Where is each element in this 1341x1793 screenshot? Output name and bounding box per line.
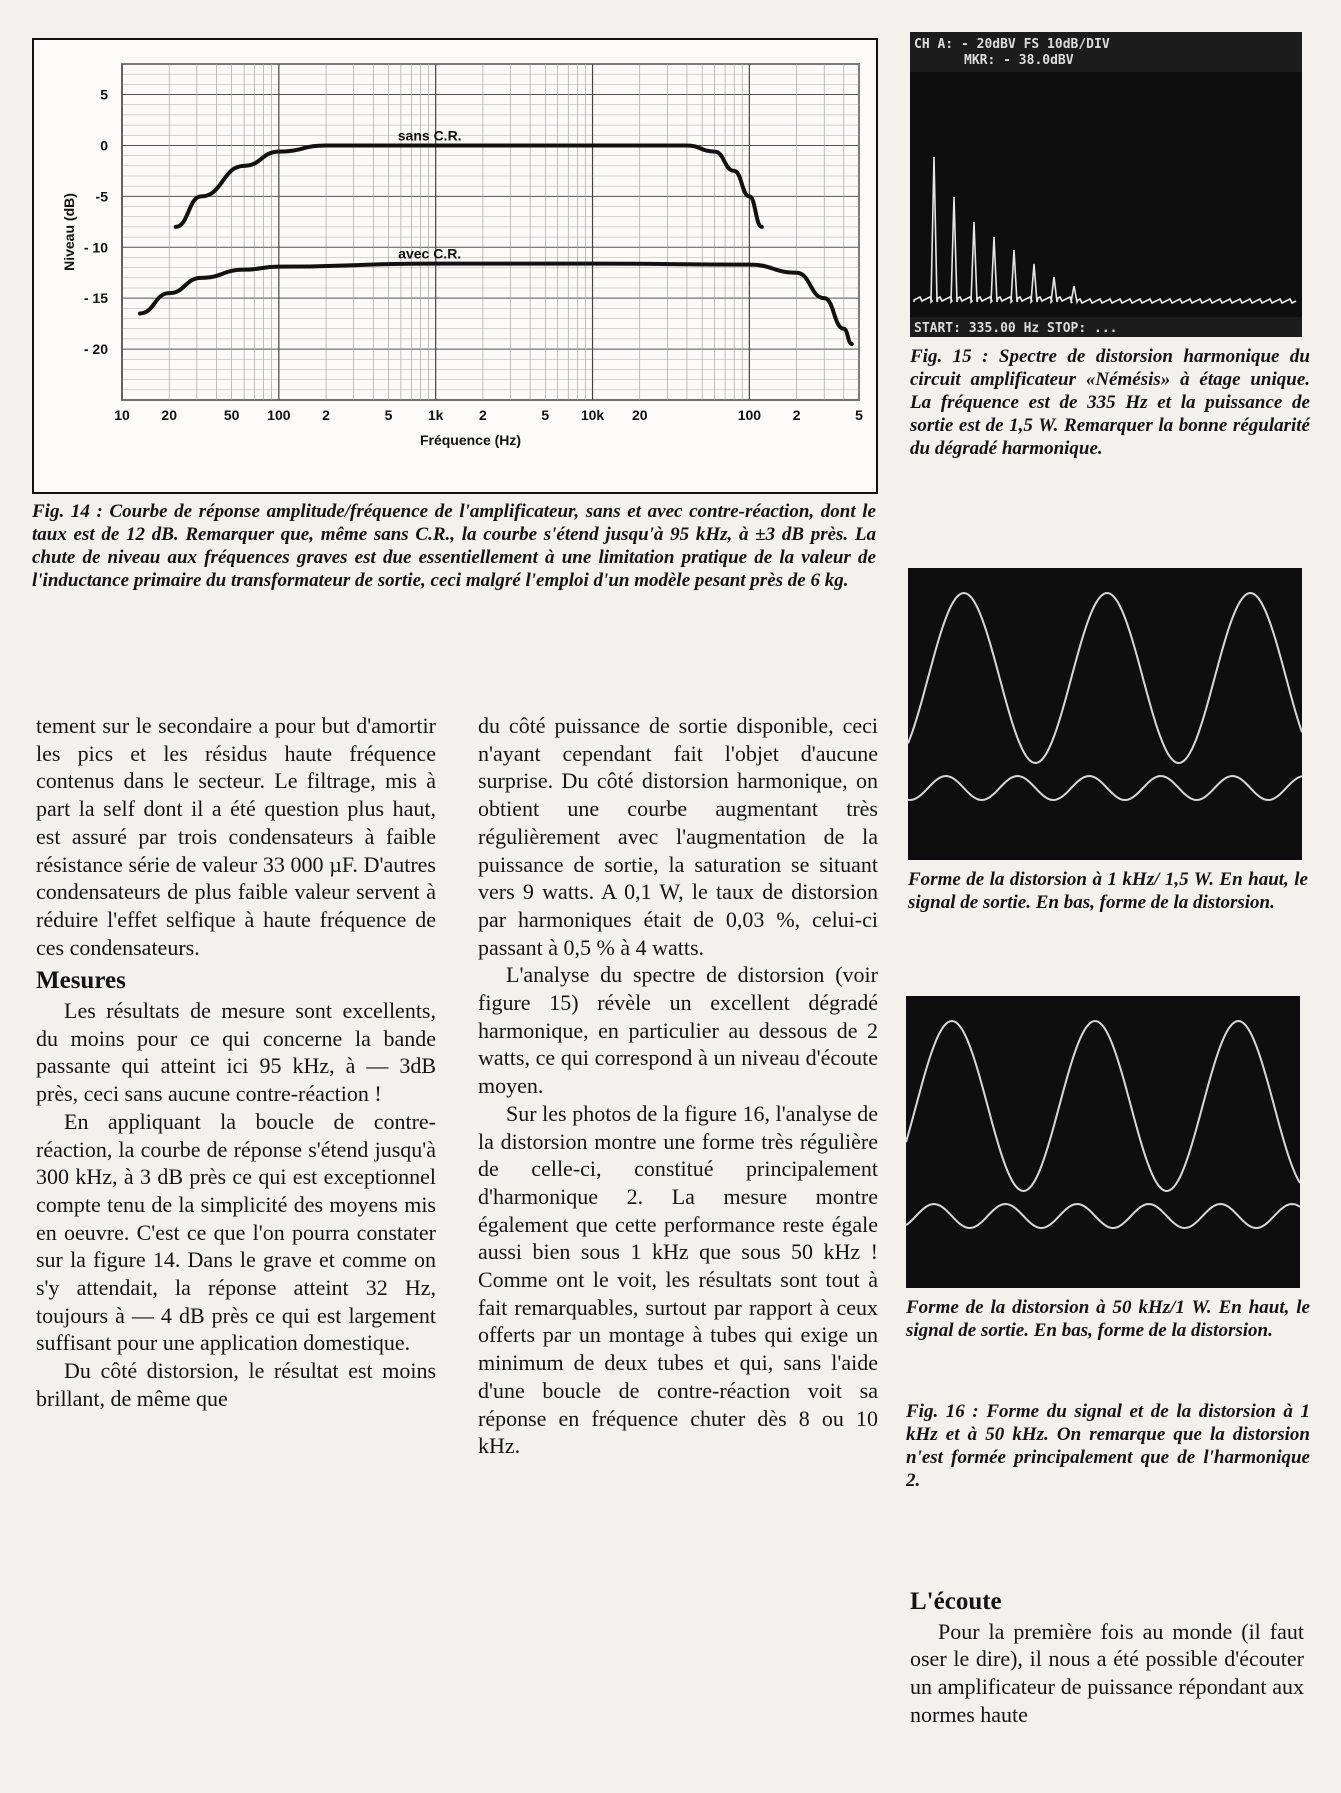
- fig15-caption: Fig. 15 : Spectre de distorsion harmonique du circuit amplificateur «Némésis» à étage unique. La fréquence est de 335 Hz et la puissance de sortie est de 1,5 W. Remarquer la bonne régularité du dégradé harmonique.: [910, 346, 1310, 459]
- x-tick-label: 100: [267, 407, 291, 423]
- photo1-caption: Forme de la distorsion à 1 kHz/ 1,5 W. En haut, le signal de sortie. En bas, forme de la distorsion.: [908, 869, 1308, 913]
- x-tick-label: 10k: [580, 407, 605, 423]
- waveform-50khz: [906, 996, 1300, 1288]
- fig14-chart: [32, 38, 878, 494]
- distortion-trace: [906, 1204, 1300, 1228]
- fig14-caption-text: Fig. 14 : Courbe de réponse amplitude/fréquence de l'amplificateur, sans et avec contre-réaction, dont le taux est de 12 dB. Remarquer que, même sans C.R., la courbe s'étend jusqu'à 95 kHz, à ±3 dB près. La chute de niveau aux fréquences graves est due essentiellement à une limitation pratique de la valeur de l'inductance primaire du transformateur de sortie, ceci malgré l'emploi d'un modèle pesant près de 6 kg.: [32, 501, 876, 591]
- series-line-1: [140, 264, 852, 344]
- x-axis-title: Fréquence (Hz): [419, 432, 522, 448]
- x-tick-label: 20: [161, 407, 178, 423]
- x-tick-label: 2: [479, 407, 487, 423]
- scope-photo-50khz: [906, 996, 1300, 1288]
- x-tick-label: 5: [541, 407, 550, 423]
- y-tick-label: -5: [95, 188, 108, 205]
- output-signal-trace: [908, 593, 1302, 763]
- col2-paragraph-1: du côté puissance de sortie disponible, ceci n'ayant cependant fait l'objet d'aucune surprise. Du côté distorsion harmonique, on obtient une courbe augmentant très régulièrement avec l'augmentation de la puissance de sortie, la saturation se situant vers 9 watts. A 0,1 W, le taux de distorsion par harmoniques était de 0,03 %, celui-ci passant à 0,5 % à 4 watts.: [478, 713, 878, 960]
- y-tick-label: - 15: [83, 290, 108, 307]
- column-3: [910, 1582, 1304, 1729]
- x-tick-label: 1k: [427, 407, 444, 423]
- col3-paragraph-1: Pour la première fois au monde (il faut oser le dire), il nous a été possible d'écouter un amplificateur de puissance répondant aux normes haute: [910, 1618, 1304, 1727]
- x-tick-label: 20: [631, 407, 648, 423]
- scope-header-line1: CH A: - 20dBV FS 10dB/DIV: [914, 37, 1110, 52]
- spectrum-trace: [910, 32, 1302, 337]
- frequency-response-chart: [34, 40, 876, 492]
- y-tick-label: 5: [100, 86, 108, 103]
- y-tick-label: - 20: [83, 341, 108, 358]
- x-tick-label: 2: [322, 407, 330, 423]
- col1-paragraph-2: Les résultats de mesure sont excellents, du moins pour ce qui concerne la bande passante qui atteint ici 95 kHz, à — 3dB près, ceci sans aucune contre-réaction !: [36, 998, 436, 1107]
- column-2: [478, 712, 878, 1460]
- x-tick-label: 10: [114, 407, 130, 423]
- x-tick-label: 5: [855, 407, 863, 423]
- col2-paragraph-3: Sur les photos de la figure 16, l'analyse de la distorsion montre une forme très régulière de celle-ci, constitué principalement d'harmonique 2. La mesure montre également que cette performance reste égale aussi bien sous 1 kHz que sous 50 kHz ! Comme ont le voit, les résultats sont tout à fait remarquables, surtout par rapport à ceux offerts par un montage à tubes qui exige un minimum de deux tubes et qui, sans l'aide d'une boucle de contre-réaction voit sa réponse en fréquence chuter dès 8 ou 10 kHz.: [478, 1100, 878, 1459]
- col1-paragraph-4: Du côté distorsion, le résultat est moins brillant, de même que: [36, 1358, 436, 1411]
- scope-footer: START: 335.00 Hz STOP: ...: [914, 321, 1118, 336]
- scope-photo-1khz: [908, 568, 1302, 860]
- y-tick-label: - 10: [83, 239, 108, 256]
- series-label-avec-cr: avec C.R.: [398, 245, 462, 262]
- col1-paragraph-3: En appliquant la boucle de contre-réaction, la courbe de réponse s'étend jusqu'à 300 kHz, à 3 dB près ce qui est exceptionnel compte tenu de la simplicité des moyens mis en oeuvre. C'est ce que l'on pourra constater sur la figure 14. Dans le grave et comme on s'y attendait, la réponse atteint 32 Hz, toujours à — 4 dB près ce qui est largement suffisant pour une application domestique.: [36, 1108, 436, 1356]
- fig16-caption: Fig. 16 : Forme du signal et de la distorsion à 1 kHz et à 50 kHz. On remarque que la distorsion n'est formée principalement que de l'harmonique 2.: [906, 1401, 1310, 1491]
- x-tick-label: 2: [792, 407, 801, 423]
- x-tick-label: 5: [384, 407, 393, 423]
- output-signal-trace: [906, 1021, 1300, 1191]
- section-heading-ecoute: L'écoute: [910, 1588, 1002, 1615]
- column-1: [36, 712, 436, 1413]
- scope-header-line2: MKR: - 38.0dBV: [964, 53, 1074, 68]
- col2-paragraph-2: L'analyse du spectre de distorsion (voir figure 15) révèle un excellent dégradé harmonique, en particulier au dessous de 2 watts, ce qui correspond à un niveau d'écoute moyen.: [478, 962, 878, 1099]
- x-tick-label: 100: [737, 407, 762, 423]
- y-tick-label: 0: [100, 137, 108, 154]
- photo2-caption: Forme de la distorsion à 50 kHz/1 W. En haut, le signal de sortie. En bas, forme de la distorsion.: [906, 1297, 1310, 1341]
- section-heading-mesures: Mesures: [36, 967, 126, 995]
- fig15-spectrum-photo: [910, 32, 1302, 337]
- col1-paragraph-1: tement sur le secondaire a pour but d'amortir les pics et les résidus haute fréquence contenus dans le secteur. Le filtrage, mis à part la self dont il a été question plus haut, est assuré par trois condensateurs à faible résistance série de valeur 33 000 µF. D'autres condensateurs de plus faible valeur servent à réduire l'effet selfique à haute fréquence de ces condensateurs.: [36, 713, 436, 960]
- spectrum-line: [914, 157, 1296, 303]
- plot-area: [122, 64, 859, 400]
- y-axis-title: Niveau (dB): [61, 193, 77, 271]
- series-label-sans-cr: sans C.R.: [397, 127, 462, 144]
- waveform-1khz: [908, 568, 1302, 860]
- distortion-trace: [908, 776, 1302, 800]
- x-tick-label: 50: [223, 407, 240, 423]
